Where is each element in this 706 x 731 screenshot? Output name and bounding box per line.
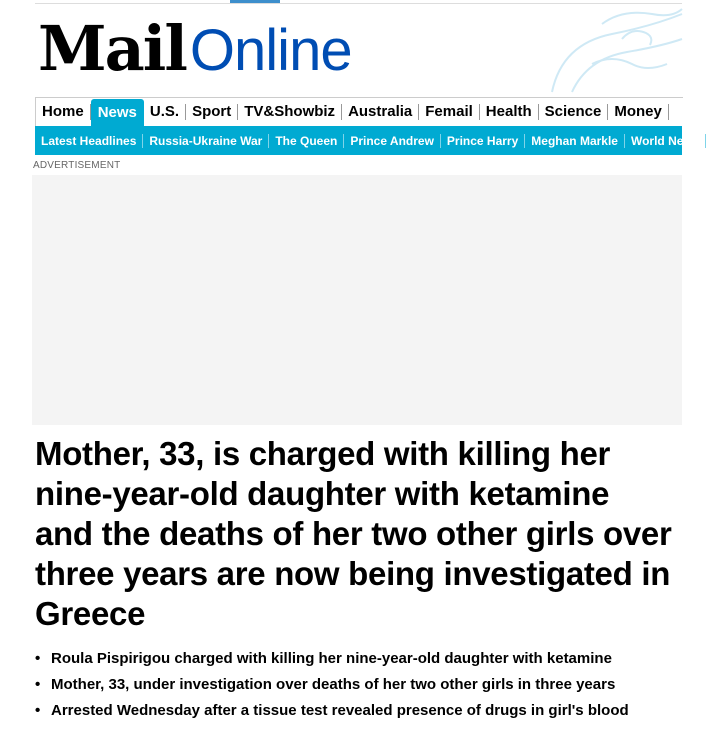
subnav-world-news[interactable]: World News <box>625 134 706 148</box>
article-headline: Mother, 33, is charged with killing her nine-year-old daughter with ketamine and the deaths of her two other girls over three years are now being investigated in Greece <box>35 435 672 632</box>
bullet-dot-icon: • <box>35 650 41 667</box>
subnav-russia-ukraine-war[interactable]: Russia-Ukraine War <box>143 134 269 148</box>
subnav-latest-headlines[interactable]: Latest Headlines <box>35 134 143 148</box>
subnav-prince-andrew[interactable]: Prince Andrew <box>344 134 441 148</box>
logo-online-text: Online <box>189 18 352 83</box>
nav-femail[interactable]: Femail <box>419 104 480 120</box>
nav-sport[interactable]: Sport <box>186 104 238 120</box>
summary-bullet <box>35 646 675 672</box>
summary-bullet-text: Roula Pispirigou charged with killing her nine-year-old daughter with ketamine <box>51 650 612 667</box>
summary-bullet-text: Arrested Wednesday after a tissue test revealed presence of drugs in girl's blood <box>51 702 629 719</box>
nav-australia[interactable]: Australia <box>342 104 419 120</box>
nav-science[interactable]: Science <box>539 104 609 120</box>
secondary-nav <box>35 126 700 155</box>
subnav-prince-harry[interactable]: Prince Harry <box>441 134 525 148</box>
masthead-decoration-icon <box>532 4 682 92</box>
nav-home[interactable]: Home <box>36 104 91 120</box>
summary-bullet <box>35 698 675 724</box>
summary-bullet <box>35 672 675 698</box>
advertisement-slot[interactable] <box>32 175 682 425</box>
site-logo[interactable] <box>38 10 352 85</box>
primary-nav <box>35 97 683 126</box>
article-summary-bullets <box>35 646 675 724</box>
advertisement-label: ADVERTISEMENT <box>33 160 121 171</box>
nav-news[interactable]: News <box>91 99 144 126</box>
masthead <box>0 4 682 92</box>
subnav-the-queen[interactable]: The Queen <box>269 134 344 148</box>
bullet-dot-icon: • <box>35 676 41 693</box>
summary-bullet-text: Mother, 33, under investigation over deaths of her two other girls in three years <box>51 676 616 693</box>
top-accent-bar <box>230 0 280 3</box>
nav-health[interactable]: Health <box>480 104 539 120</box>
bullet-dot-icon: • <box>35 702 41 719</box>
nav-money[interactable]: Money <box>608 104 669 120</box>
logo-mail-text: Mail <box>38 12 186 85</box>
nav-us[interactable]: U.S. <box>144 104 186 120</box>
subnav-meghan-markle[interactable]: Meghan Markle <box>525 134 625 148</box>
nav-tv-showbiz[interactable]: TV&Showbiz <box>238 104 342 120</box>
